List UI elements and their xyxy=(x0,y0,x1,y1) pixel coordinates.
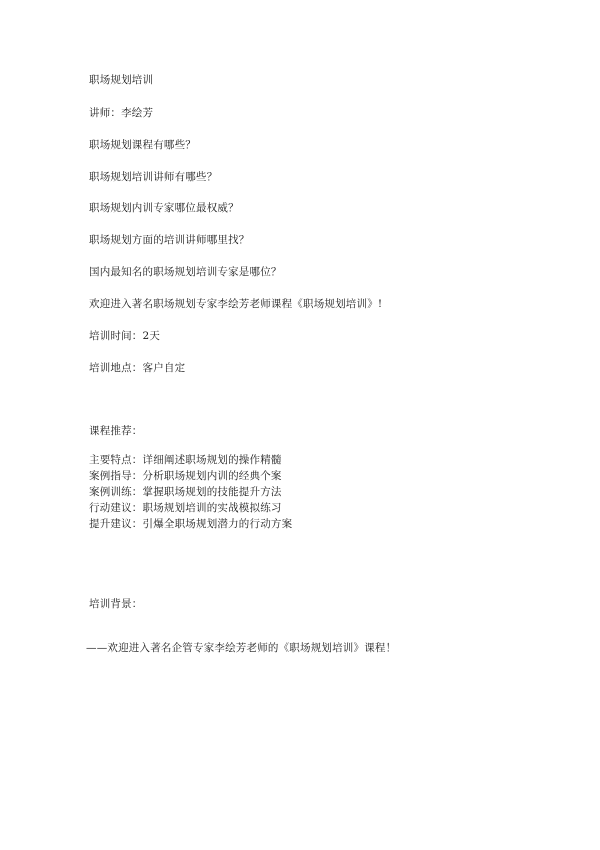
question-line: 职场规划课程有哪些？ xyxy=(89,139,196,151)
document-title: 职场规划培训 xyxy=(89,74,154,86)
question-line: 职场规划培训讲师有哪些？ xyxy=(89,171,218,183)
course-recommend-heading: 课程推荐： xyxy=(89,425,143,437)
course-recommend-item: 案例训练：掌握职场规划的技能提升方法 xyxy=(89,486,282,498)
course-recommend-item: 主要特点：详细阐述职场规划的操作精髓 xyxy=(89,454,282,466)
lecturer-line: 讲师：李绘芳 xyxy=(89,107,154,119)
welcome-line: 欢迎进入著名职场规划专家李绘芳老师课程《职场规划培训》! xyxy=(89,298,383,310)
training-location: 培训地点：客户自定 xyxy=(89,362,186,374)
background-text: ——欢迎进入著名企管专家李绘芳老师的《职场规划培训》课程！ xyxy=(86,642,397,654)
course-recommend-item: 行动建议：职场规划培训的实战模拟练习 xyxy=(89,502,282,514)
background-heading: 培训背景： xyxy=(89,598,143,610)
training-time: 培训时间：2天 xyxy=(89,330,161,342)
question-line: 国内最知名的职场规划培训专家是哪位？ xyxy=(89,266,282,278)
question-line: 职场规划内训专家哪位最权威？ xyxy=(89,202,239,214)
course-recommend-item: 案例指导：分析职场规划内训的经典个案 xyxy=(89,470,282,482)
question-line: 职场规划方面的培训讲师哪里找？ xyxy=(89,234,250,246)
course-recommend-item: 提升建议：引爆全职场规划潜力的行动方案 xyxy=(89,518,293,530)
